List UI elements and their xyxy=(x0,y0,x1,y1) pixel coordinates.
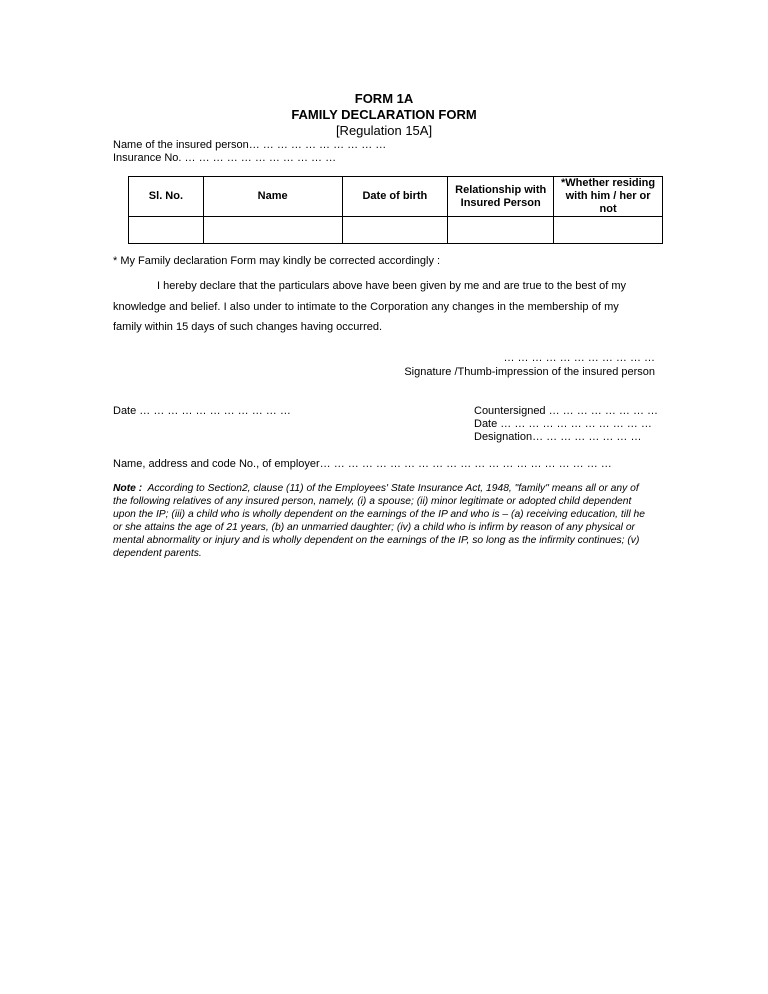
date-field: Date … … … … … … … … … … … xyxy=(113,405,291,417)
signature-label: Signature /Thumb-impression of the insured person xyxy=(404,366,655,378)
countersign-date-field: Date … … … … … … … … … … … xyxy=(474,418,652,430)
form-number: FORM 1A xyxy=(354,91,414,106)
col-name: Name xyxy=(203,177,342,217)
declaration-line-2: knowledge and belief. I also under to intimate to the Corporation any changes in the membership of my xyxy=(113,301,619,313)
col-sl-no: Sl. No. xyxy=(129,177,204,217)
designation-field: Designation… … … … … … … … xyxy=(474,431,642,443)
insured-person-field: Name of the insured person… … … … … … … … … … xyxy=(113,139,387,151)
insurance-no-field: Insurance No. … … … … … … … … … … … xyxy=(113,152,337,164)
col-relationship: Relationship with Insured Person xyxy=(448,177,554,217)
countersigned-field: Countersigned … … … … … … … … xyxy=(474,405,658,417)
table-cell xyxy=(203,217,342,244)
table-header-row xyxy=(129,177,663,217)
declaration-line-3: family within 15 days of such changes having occurred. xyxy=(113,321,383,333)
page-title: FAMILY DECLARATION FORM xyxy=(291,107,477,122)
declaration-line-1: I hereby declare that the particulars above have been given by me and are true to the best of my xyxy=(157,280,627,292)
employer-field: Name, address and code No., of employer… … … … … … … … … … … … … … … … … … … … … xyxy=(113,458,612,470)
col-residing: *Whether residing with him / her or not xyxy=(554,177,663,217)
col-date-of-birth: Date of birth xyxy=(342,177,448,217)
footnote: * My Family declaration Form may kindly be corrected accordingly : xyxy=(113,255,441,267)
note-label: Note : xyxy=(113,483,143,494)
signature-line: … … … … … … … … … … … xyxy=(503,352,655,364)
table-cell xyxy=(129,217,204,244)
note-text: According to Section2, clause (11) of the Employees' State Insurance Act, 1948, "family" means all or any of the following relatives of any insured person, namely, (i) a spouse; (ii) minor legitimate or adopted child dependent upon the IP; (iii) a child who is wholly dependent on the earnings of the IP and who is – (a) receiving education, till he or she attains the age of 21 years, (b) an unmarried daughter; (iv) a child who is infirm by reason of any physical or mental abnormality or injury and is wholly dependent on the earnings of the IP, so long as the infirmity continues; (v) dependent parents. xyxy=(113,483,645,559)
table-cell xyxy=(554,217,663,244)
table-row xyxy=(129,217,663,244)
note-paragraph xyxy=(113,482,653,560)
regulation-ref: [Regulation 15A] xyxy=(335,123,433,138)
family-table xyxy=(128,176,663,244)
table-cell xyxy=(342,217,448,244)
table-cell xyxy=(448,217,554,244)
